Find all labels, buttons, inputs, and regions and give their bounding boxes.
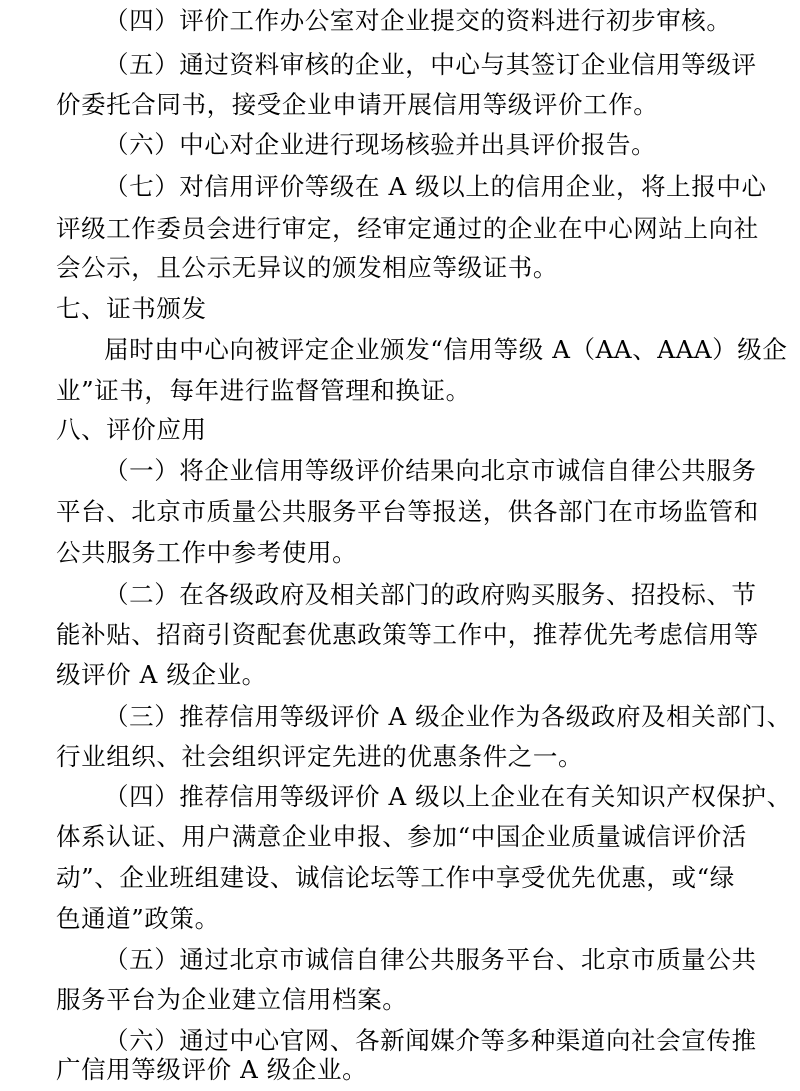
paragraph-line: （一）将企业信用等级评价结果向北京市诚信自律公共服务 — [104, 456, 757, 485]
paragraph-line: 会公示，且公示无异议的颁发相应等级证书。 — [56, 253, 558, 282]
paragraph-line: 价委托合同书，接受企业申请开展信用等级评价工作。 — [56, 90, 659, 119]
paragraph-line: 业”证书，每年进行监督管理和换证。 — [56, 376, 471, 405]
paragraph-line: 行业组织、社会组织评定先进的优惠条件之一。 — [56, 742, 584, 771]
paragraph-line: 体系认证、用户满意企业申报、参加“中国企业质量诚信评价活 — [56, 822, 747, 851]
paragraph-line: 动”、企业班组建设、诚信论坛等工作中享受优先优惠，或“绿 — [56, 863, 735, 892]
paragraph-line: （六）中心对企业进行现场核验并出具评价报告。 — [104, 130, 657, 159]
paragraph-line: （七）对信用评价等级在 A 级以上的信用企业，将上报中心 — [104, 172, 767, 201]
section-heading: 八、评价应用 — [56, 415, 207, 444]
paragraph-line: 平台、北京市质量公共服务平台等报送，供各部门在市场监管和 — [56, 497, 759, 526]
paragraph-line: （三）推荐信用等级评价 A 级企业作为各级政府及相关部门、 — [104, 702, 792, 731]
paragraph-line: 服务平台为企业建立信用档案。 — [56, 985, 408, 1014]
paragraph-line: 能补贴、招商引资配套优惠政策等工作中，推荐优先考虑信用等 — [56, 620, 759, 649]
section-heading: 七、证书颁发 — [56, 294, 207, 323]
paragraph-line: （四）评价工作办公室对企业提交的资料进行初步审核。 — [104, 6, 732, 35]
paragraph-line: 广信用等级评价 A 级企业。 — [56, 1055, 368, 1084]
paragraph-line: （五）通过资料审核的企业，中心与其签订企业信用等级评 — [104, 50, 757, 79]
paragraph-line: （四）推荐信用等级评价 A 级以上企业在有关知识产权保护、 — [104, 782, 792, 811]
paragraph-line: 公共服务工作中参考使用。 — [56, 538, 358, 567]
paragraph-line: 届时由中心向被评定企业颁发“信用等级 A（AA、AAA）级企 — [104, 335, 788, 364]
paragraph-line: （六）通过中心官网、各新闻媒介等多种渠道向社会宣传推 — [104, 1026, 757, 1055]
paragraph-line: 色通道”政策。 — [56, 904, 220, 933]
paragraph-line: （五）通过北京市诚信自律公共服务平台、北京市质量公共 — [104, 945, 757, 974]
paragraph-line: 级评价 A 级企业。 — [56, 660, 267, 689]
paragraph-line: 评级工作委员会进行审定，经审定通过的企业在中心网站上向社 — [56, 214, 759, 243]
paragraph-line: （二）在各级政府及相关部门的政府购买服务、招投标、节 — [104, 580, 757, 609]
